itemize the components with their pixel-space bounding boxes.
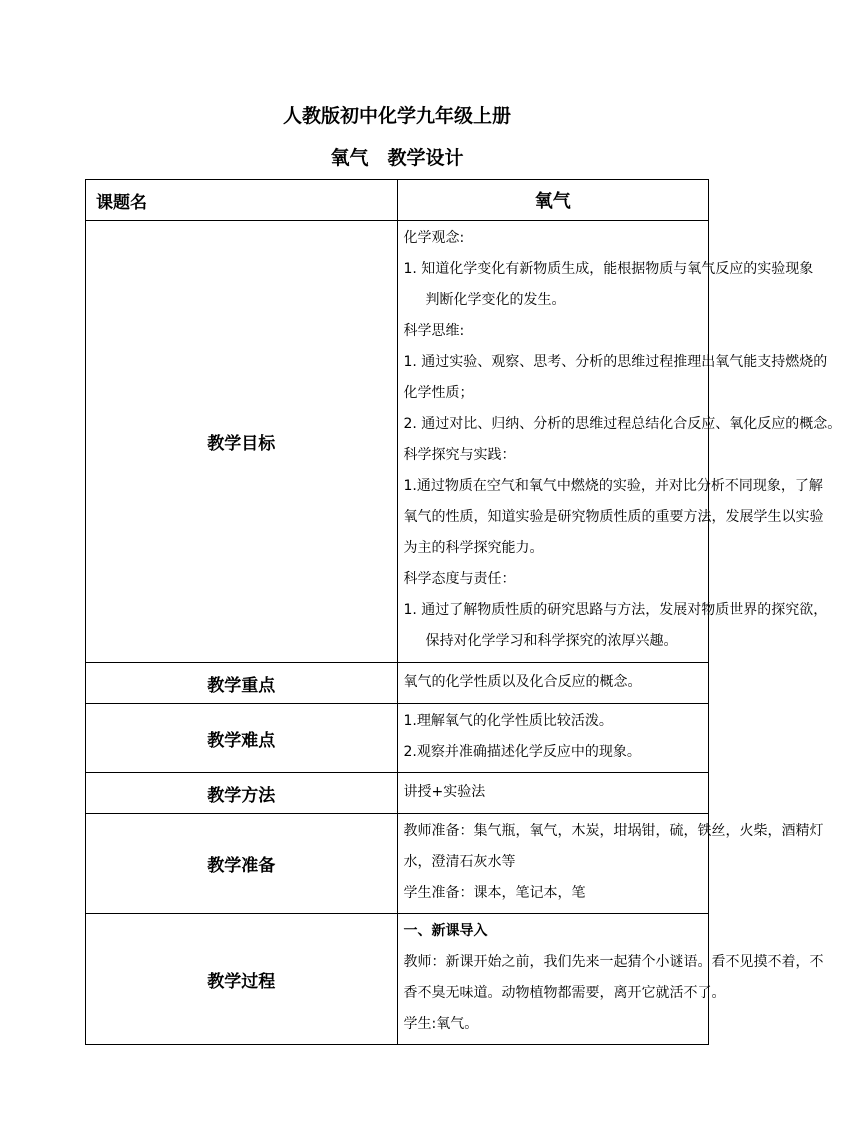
objectives-label: 教学目标 — [86, 221, 398, 663]
table-row-difficulties — [86, 704, 709, 773]
key-points-label: 教学重点 — [86, 663, 398, 704]
objectives-line: 氧气的性质，知道实验是研究物质性质的重要方法，发展学生以实验 — [403, 509, 824, 525]
table-row-topic — [86, 180, 709, 221]
objectives-line: 1. 通过了解物质性质的研究思路与方法，发展对物质世界的探究欲， — [403, 602, 828, 618]
methods-line: 讲授+实验法 — [403, 783, 486, 800]
preparation-label: 教学准备 — [86, 814, 398, 914]
preparation-line: 学生准备：课本，笔记本，笔 — [403, 885, 586, 901]
process-label: 教学过程 — [86, 914, 398, 1045]
process-line: 学生:氧气。 — [403, 1016, 479, 1032]
table-row-preparation — [86, 814, 709, 914]
objectives-line: 保持对化学学习和科学探究的浓厚兴趣。 — [425, 633, 678, 649]
methods-content — [397, 773, 709, 814]
lesson-plan-table — [85, 179, 841, 1045]
objectives-line: 科学探究与实践： — [403, 447, 516, 463]
process-content — [397, 914, 824, 1045]
objectives-line: 化学观念: — [403, 230, 465, 246]
preparation-line: 教师准备：集气瓶，氧气，木炭，坩埚钳，硫，铁丝，火柴，酒精灯 — [403, 823, 824, 839]
objectives-line: 科学思维: — [403, 323, 465, 339]
document-subtitle: 氧气 教学设计 — [330, 147, 464, 169]
key-points-content — [397, 663, 709, 704]
preparation-content — [397, 814, 824, 914]
objectives-line: 为主的科学探究能力。 — [403, 540, 544, 556]
difficulties-label: 教学难点 — [86, 704, 398, 773]
table-row-methods — [86, 773, 709, 814]
table-row-process — [86, 914, 709, 1045]
objectives-line: 2. 通过对比、归纳、分析的思维过程总结化合反应、氧化反应的概念。 — [403, 416, 841, 432]
topic-label: 课题名 — [86, 180, 398, 221]
table-row-key-points — [86, 663, 709, 704]
key-points-line: 氧气的化学性质以及化合反应的概念。 — [403, 673, 642, 690]
table-row-objectives — [86, 221, 709, 663]
objectives-line: 化学性质； — [403, 385, 474, 401]
document-title: 人教版初中化学九年级上册 — [282, 105, 511, 127]
process-line: 教师：新课开始之前，我们先来一起猜个小谜语。看不见摸不着，不 — [403, 954, 824, 970]
difficulties-line: 1.理解氧气的化学性质比较活泼。 — [403, 713, 613, 729]
objectives-content — [397, 221, 841, 663]
methods-label: 教学方法 — [86, 773, 398, 814]
objectives-line: 1. 知道化学变化有新物质生成，能根据物质与氧气反应的实验现象 — [403, 261, 814, 277]
difficulties-line: 2.观察并准确描述化学反应中的现象。 — [403, 744, 641, 760]
process-line: 一、新课导入 — [403, 923, 488, 939]
objectives-line: 判断化学变化的发生。 — [425, 292, 566, 308]
topic-value: 氧气 — [397, 180, 709, 221]
difficulties-content — [397, 704, 709, 773]
process-line: 香不臭无味道。动物植物都需要，离开它就活不了。 — [403, 985, 726, 1001]
objectives-line: 科学态度与责任： — [403, 571, 516, 587]
preparation-line: 水，澄清石灰水等 — [403, 854, 516, 870]
objectives-line: 1. 通过实验、观察、思考、分析的思维过程推理出氧气能支持燃烧的 — [403, 354, 828, 370]
objectives-line: 1.通过物质在空气和氧气中燃烧的实验，并对比分析不同现象，了解 — [403, 478, 823, 494]
